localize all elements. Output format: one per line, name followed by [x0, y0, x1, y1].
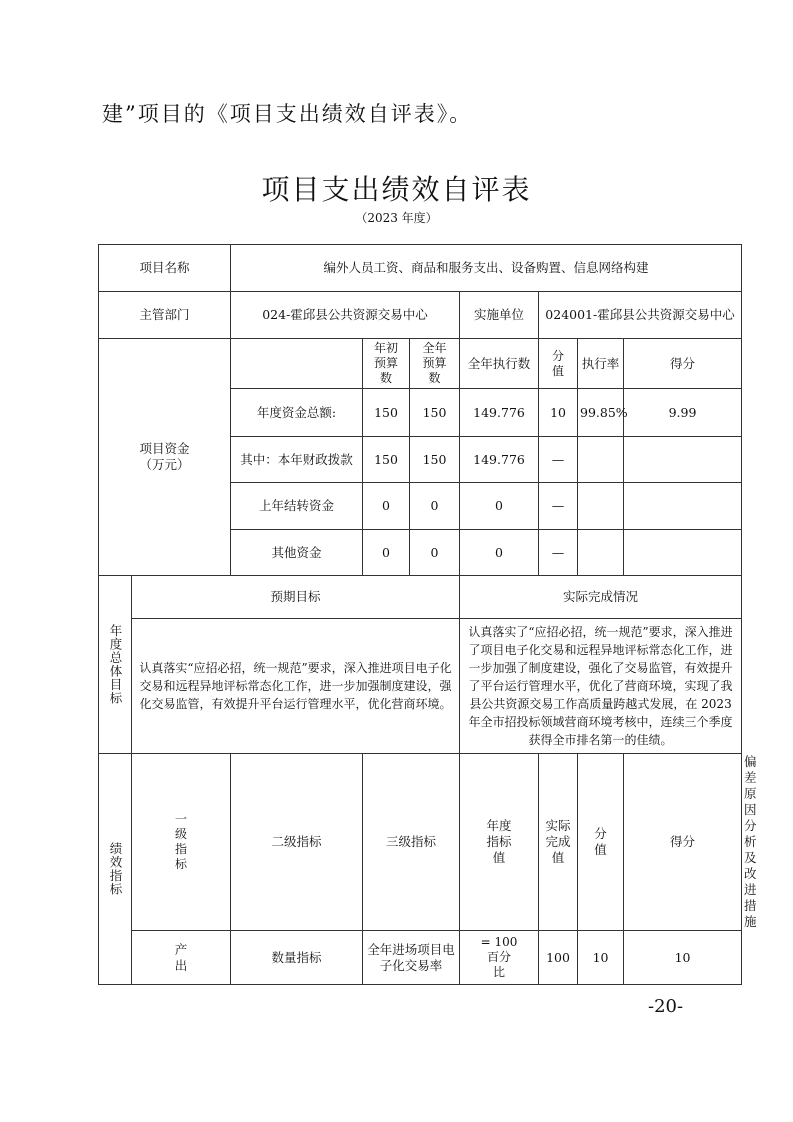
indicator-target-l2: 百分	[487, 950, 512, 964]
indicator-header-points	[578, 754, 624, 931]
indicator-header-target-l3: 值	[492, 850, 506, 865]
indicator-level2: 数量指标	[231, 931, 363, 985]
indicator-level1-l1: 产	[174, 941, 188, 957]
funds-row-initial: 150	[363, 437, 410, 483]
funds-row-annual: 0	[410, 483, 460, 530]
intro-line: 建”项目的《项目支出绩效自评表》。	[102, 102, 473, 126]
indicator-header-row: 绩效指标 一 级 指 标 二级指标 三级指标 年度 指标 值 实际完成值 分 值 得分 偏差原因分析及 改进措施	[99, 754, 742, 931]
funds-header-points	[539, 339, 578, 389]
funds-row-initial: 150	[363, 389, 410, 437]
funds-header-initial-l2: 预算	[374, 356, 399, 370]
funds-row-score	[624, 530, 742, 576]
indicator-target-l1: = 100	[480, 935, 518, 949]
funds-row-executed: 149.776	[460, 389, 539, 437]
year-note: （2023 年度）	[355, 211, 438, 225]
funds-row-initial: 0	[363, 530, 410, 576]
funds-header-points-l1: 分	[552, 348, 565, 363]
indicator-level1-l2: 出	[174, 957, 188, 973]
funds-row-rate	[578, 437, 624, 483]
indicator-header-target-l2: 指标	[486, 834, 512, 849]
funds-row-label: 其中：本年财政拨款	[231, 437, 363, 483]
indicator-header-level1-l1: 一	[175, 812, 188, 826]
funds-header-initial-l1: 年初	[374, 341, 399, 355]
indicator-header-points-l1: 分	[594, 826, 607, 841]
indicator-header-level1-l4: 标	[175, 857, 188, 871]
indicator-header-score: 得分	[624, 754, 742, 931]
dept-value: 024-霍邱县公共资源交易中心	[231, 292, 460, 339]
funds-header-annual-l1: 全年	[422, 341, 447, 355]
funds-row-executed: 149.776	[460, 437, 539, 483]
funds-header-score: 得分	[624, 339, 742, 389]
funds-row-score: 9.99	[624, 389, 742, 437]
funds-row-label: 其他资金	[231, 530, 363, 576]
funds-row-points: —	[539, 483, 578, 530]
goals-side-label-text: 年度总体目标	[108, 624, 123, 705]
indicator-actual: 100	[539, 931, 578, 985]
dept-label: 主管部门	[99, 292, 231, 339]
funds-row-points: —	[539, 530, 578, 576]
indicator-header-target-l1: 年度	[486, 818, 512, 833]
funds-row-score	[624, 437, 742, 483]
page-number: -20-	[648, 996, 684, 1017]
funds-label-line1: 项目资金	[139, 441, 190, 456]
indicator-row	[99, 931, 742, 985]
funds-header-annual-l2: 预算	[422, 356, 447, 370]
impl-value: 024001-霍邱县公共资源交易中心	[539, 292, 742, 339]
funds-label	[99, 339, 231, 576]
funds-row-annual: 0	[410, 530, 460, 576]
indicator-header-level1-l3: 指	[175, 842, 188, 856]
funds-header-initial-l3: 数	[380, 371, 393, 385]
funds-row-rate	[578, 530, 624, 576]
indicator-target-l3: 比	[493, 965, 506, 979]
funds-row-label: 上年结转资金	[231, 483, 363, 530]
impl-label: 实施单位	[460, 292, 539, 339]
funds-header-annual	[410, 339, 460, 389]
funds-header-blank	[231, 339, 363, 389]
funds-row-score	[624, 483, 742, 530]
indicator-score: 10	[624, 931, 742, 985]
funds-header-executed: 全年执行数	[460, 339, 539, 389]
funds-row-executed: 0	[460, 483, 539, 530]
indicators-side-label	[99, 754, 132, 985]
indicator-level3: 全年进场项目电子化交易率	[363, 931, 460, 985]
indicator-header-level1-l2: 级	[175, 827, 188, 841]
funds-header-rate: 执行率	[578, 339, 624, 389]
indicator-header-level2: 二级指标	[231, 754, 363, 931]
funds-row-annual: 150	[410, 389, 460, 437]
expected-goal-text: 认真落实“应招必招，统一规范”要求，深入推进项目电子化交易和远程异地评标常态化工作，进一步加强制度建设，强化交易监管，有效提升平台运行管理水平，优化营商环境。	[132, 619, 460, 754]
funds-row-rate: 99.85%	[578, 389, 624, 437]
goals-side-label	[99, 576, 132, 754]
actual-result-text: 认真落实了“应招必招，统一规范”要求，深入推进了项目电子化交易和远程异地评标常态化工作，进一步加强了制度建设，强化了交易监管，有效提升了平台运行管理水平，优化了营商环境，实现了我县公共资源交易工作高质量跨越式发展，在 2023 年全市招投标领域营商环境考核中，连续三个季度获得全市排名第一的佳绩。	[460, 619, 742, 754]
actual-result-header: 实际完成情况	[460, 576, 742, 619]
indicator-header-points-l2: 值	[594, 842, 607, 857]
department-row	[99, 292, 742, 339]
indicator-level1	[132, 931, 231, 985]
funds-label-line2: （万元）	[139, 457, 190, 472]
indicator-header-target	[460, 754, 539, 931]
funds-row-initial: 0	[363, 483, 410, 530]
project-name-value: 编外人员工资、商品和服务支出、设备购置、信息网络构建	[231, 245, 742, 292]
funds-row-label: 年度资金总额:	[231, 389, 363, 437]
indicator-header-level3: 三级指标	[363, 754, 460, 931]
table-title: 项目支出绩效自评表	[261, 173, 532, 206]
indicator-header-actual: 实际完成值	[539, 754, 578, 931]
indicator-target	[460, 931, 539, 985]
goals-content-row	[99, 619, 742, 754]
self-evaluation-table	[98, 244, 757, 985]
project-name-row	[99, 245, 742, 292]
indicator-points: 10	[578, 931, 624, 985]
funds-header-points-l2: 值	[552, 363, 565, 378]
funds-header-annual-l3: 数	[428, 371, 441, 385]
funds-header-row	[99, 339, 742, 389]
funds-row-executed: 0	[460, 530, 539, 576]
funds-header-initial	[363, 339, 410, 389]
expected-goal-header: 预期目标	[132, 576, 460, 619]
project-name-label: 项目名称	[99, 245, 231, 292]
funds-row-points: 10	[539, 389, 578, 437]
funds-row-rate	[578, 483, 624, 530]
funds-row-points: —	[539, 437, 578, 483]
goals-header-row	[99, 576, 742, 619]
indicators-side-label-text: 绩效指标	[108, 842, 123, 896]
funds-row-annual: 150	[410, 437, 460, 483]
indicator-header-level1	[132, 754, 231, 931]
